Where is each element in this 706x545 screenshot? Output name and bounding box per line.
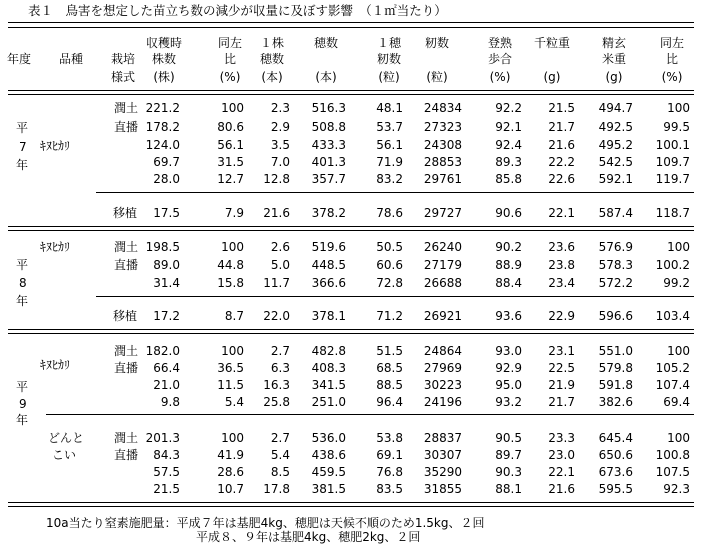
h8-row-1-cell-7: 90.2 xyxy=(495,240,522,254)
h7-transplant-cell-5: 78.6 xyxy=(376,206,403,220)
h9-dontokoi-row-2-cell-7: 89.7 xyxy=(495,448,522,462)
h8-transplant-label: 移植 xyxy=(113,309,138,323)
header-col1-3: (株) xyxy=(153,70,175,84)
h8-transplant-cell-9: 596.6 xyxy=(598,309,633,323)
h9-row-4-cell-10: 69.4 xyxy=(663,395,690,409)
h8-transplant-cell-5: 71.2 xyxy=(376,309,403,323)
h7-row-5-cell-4: 357.7 xyxy=(311,172,346,186)
h8-row-1-cell-3: 2.6 xyxy=(270,240,290,254)
h8-row-3-cell-1: 31.4 xyxy=(153,276,180,290)
h8-row-1-cell-6: 26240 xyxy=(423,240,462,254)
h9-dontokoi-row-4-cell-10: 92.3 xyxy=(663,482,690,496)
h7-row-3-cell-4: 433.3 xyxy=(311,138,346,152)
h9-dontokoi-row-3-cell-7: 90.3 xyxy=(495,465,522,479)
h7-row-5-cell-5: 83.2 xyxy=(376,172,403,186)
h8-year-2: 8 xyxy=(19,276,27,290)
h9-row-2-cell-3: 6.3 xyxy=(270,361,290,375)
h9-dontokoi-row-2-cell-4: 438.6 xyxy=(311,448,346,462)
h7-row-1-cell-9: 494.7 xyxy=(598,101,633,115)
header-year: 年度 xyxy=(7,52,32,66)
h9-row-3-cell-2: 11.5 xyxy=(217,378,244,392)
h9-row-1-cell-7: 93.0 xyxy=(495,344,522,358)
h9-dontokoi-row-4-cell-5: 83.5 xyxy=(376,482,403,496)
h9-dontokoi-row-1-cell-10: 100 xyxy=(667,431,690,445)
h8-transplant-cell-1: 17.2 xyxy=(153,309,180,323)
h9-dontokoi-row-4-cell-4: 381.5 xyxy=(311,482,346,496)
h9-row-1-cell-5: 51.5 xyxy=(376,344,403,358)
h8-row-3-cell-2: 15.8 xyxy=(217,276,244,290)
header-top-rule-2 xyxy=(8,27,694,28)
h9-dontokoi-row-1-cell-1: 201.3 xyxy=(145,431,180,445)
h7-row-4-cell-3: 7.0 xyxy=(270,155,290,169)
h7-transplant-cell-10: 118.7 xyxy=(655,206,690,220)
h7-row-3-cell-10: 100.1 xyxy=(655,138,690,152)
h9-dontokoi-row-1-cell-7: 90.5 xyxy=(495,431,522,445)
header-bottom-rule-2 xyxy=(8,94,694,95)
h7-row-1-cell-1: 221.2 xyxy=(145,101,180,115)
h9-row-3-cell-4: 341.5 xyxy=(311,378,346,392)
h8-row-2-cell-3: 5.0 xyxy=(270,258,290,272)
h7-row-3-cell-1: 124.0 xyxy=(145,138,180,152)
header-top-rule xyxy=(8,22,694,23)
header-method-1: 栽培 xyxy=(111,52,136,66)
h7-year-1: 平 xyxy=(16,121,29,135)
h8-row-2-cell-6: 27179 xyxy=(423,258,462,272)
h9-row-2-cell-5: 68.5 xyxy=(376,361,403,375)
h7-transplant-cell-1: 17.5 xyxy=(153,206,180,220)
header-bottom-rule xyxy=(8,90,694,91)
h9-row-3-cell-5: 88.5 xyxy=(376,378,403,392)
h7-transplant-label: 移植 xyxy=(113,206,138,220)
h7-row-4-cell-4: 401.3 xyxy=(311,155,346,169)
header-col9-3: (g) xyxy=(605,70,623,84)
h9-row-4-cell-6: 24196 xyxy=(423,395,462,409)
h9-row-3-cell-7: 95.0 xyxy=(495,378,522,392)
h7-transplant-cell-9: 587.4 xyxy=(598,206,633,220)
h7-row-3-cell-2: 56.1 xyxy=(217,138,244,152)
h7-row-1-cell-8: 21.5 xyxy=(548,101,575,115)
h9-dontokoi-row-1-cell-5: 53.8 xyxy=(376,431,403,445)
h9-dontokoi-row-3-cell-3: 8.5 xyxy=(270,465,290,479)
h9-dontokoi-row-4-cell-7: 88.1 xyxy=(495,482,522,496)
h9-row-2-cell-2: 36.5 xyxy=(217,361,244,375)
h7-row-5-cell-1: 28.0 xyxy=(153,172,180,186)
h9-row-1-cell-3: 2.7 xyxy=(270,344,290,358)
h8-row-3-cell-6: 26688 xyxy=(423,276,462,290)
header-col2-3: (%) xyxy=(219,70,241,84)
h7-end-rule-2 xyxy=(8,230,694,231)
h7-row-3-cell-7: 92.4 xyxy=(495,138,522,152)
header-col6-3: (粒) xyxy=(426,70,448,84)
header-col4-1: 穂数 xyxy=(313,36,338,50)
h9-method-1: 潤土 xyxy=(114,344,139,358)
h7-row-5-cell-2: 12.7 xyxy=(217,172,244,186)
h9-row-3-cell-6: 30223 xyxy=(423,378,462,392)
h9-variety: ｷﾇﾋｶﾘ xyxy=(40,358,71,372)
h8-variety: ｷﾇﾋｶﾘ xyxy=(40,240,71,254)
h8-row-3-cell-10: 99.2 xyxy=(663,276,690,290)
h7-row-1-cell-7: 92.2 xyxy=(495,101,522,115)
h8-end-rule-2 xyxy=(8,333,694,334)
header-col5-2: 籾数 xyxy=(376,52,401,66)
h9-dontokoi-row-2-cell-6: 30307 xyxy=(423,448,462,462)
h8-transplant-cell-8: 22.9 xyxy=(548,309,575,323)
h9-dontokoi-row-3-cell-6: 35290 xyxy=(423,465,462,479)
h7-row-2-cell-7: 92.1 xyxy=(495,120,522,134)
h7-transplant-cell-2: 7.9 xyxy=(224,206,244,220)
h7-method-1: 潤土 xyxy=(114,101,139,115)
h9-row-2-cell-6: 27969 xyxy=(423,361,462,375)
h7-row-4-cell-1: 69.7 xyxy=(153,155,180,169)
header-col7-1: 登熟 xyxy=(487,36,512,50)
h9-row-3-cell-9: 591.8 xyxy=(598,378,633,392)
h9-year-1: 平 xyxy=(16,380,29,394)
h8-row-2-cell-10: 100.2 xyxy=(655,258,690,272)
h9-dontokoi-row-2-cell-10: 100.8 xyxy=(655,448,690,462)
table-bottom-rule-2 xyxy=(8,506,694,507)
h9-dontokoi-row-4-cell-8: 21.6 xyxy=(548,482,575,496)
h7-row-5-cell-7: 85.8 xyxy=(495,172,522,186)
h8-row-1-cell-2: 100 xyxy=(221,240,244,254)
h7-direct-rule xyxy=(96,192,694,193)
h8-method-1: 潤土 xyxy=(114,240,139,254)
h9-row-3-cell-1: 21.0 xyxy=(153,378,180,392)
h9-dontokoi-row-1-cell-2: 100 xyxy=(221,431,244,445)
h7-row-4-cell-9: 542.5 xyxy=(598,155,633,169)
h7-row-2-cell-5: 53.7 xyxy=(376,120,403,134)
header-col3-3: (本) xyxy=(261,70,283,84)
h7-transplant-cell-6: 29727 xyxy=(423,206,462,220)
header-col9-2: 米重 xyxy=(601,52,626,66)
h8-row-1-cell-9: 576.9 xyxy=(598,240,633,254)
header-col6-1: 籾数 xyxy=(424,36,449,50)
header-col2-1: 同左 xyxy=(217,36,242,50)
h9-dontokoi-row-1-cell-8: 23.3 xyxy=(548,431,575,445)
h9-row-2-cell-8: 22.5 xyxy=(548,361,575,375)
h7-row-1-cell-4: 516.3 xyxy=(311,101,346,115)
h9-row-1-cell-6: 24864 xyxy=(423,344,462,358)
h9-method-2: 直播 xyxy=(114,361,139,375)
h8-row-1-cell-5: 50.5 xyxy=(376,240,403,254)
h7-row-3-cell-6: 24308 xyxy=(423,138,462,152)
h7-row-4-cell-8: 22.2 xyxy=(548,155,575,169)
h9-row-1-cell-2: 100 xyxy=(221,344,244,358)
h8-transplant-cell-3: 22.0 xyxy=(263,309,290,323)
h8-row-2-cell-4: 448.5 xyxy=(311,258,346,272)
h9-row-4-cell-1: 9.8 xyxy=(160,395,180,409)
header-col8-1: 千粒重 xyxy=(533,36,570,50)
h9-variety-rule xyxy=(46,414,694,415)
h7-method-2: 直播 xyxy=(114,120,139,134)
h9-dontokoi-row-4-cell-2: 10.7 xyxy=(217,482,244,496)
h7-transplant-cell-3: 21.6 xyxy=(263,206,290,220)
h9-dontokoi-method-1: 潤土 xyxy=(114,431,139,445)
h8-transplant-cell-7: 93.6 xyxy=(495,309,522,323)
h7-row-2-cell-4: 508.8 xyxy=(311,120,346,134)
note-line-2: 平成８、９年は基肥4kg、穂肥2kg、２回 xyxy=(196,530,421,544)
header-col7-2: 歩合 xyxy=(487,52,512,66)
h8-row-2-cell-9: 578.3 xyxy=(598,258,633,272)
h9-dontokoi-row-4-cell-6: 31855 xyxy=(423,482,462,496)
h7-end-rule xyxy=(8,226,694,227)
h9-row-4-cell-3: 25.8 xyxy=(263,395,290,409)
h8-row-3-cell-4: 366.6 xyxy=(311,276,346,290)
h8-year-3: 年 xyxy=(16,294,29,308)
h9-row-1-cell-9: 551.0 xyxy=(598,344,633,358)
h9-row-2-cell-10: 105.2 xyxy=(655,361,690,375)
h9-dontokoi-row-3-cell-5: 76.8 xyxy=(376,465,403,479)
h9-dontokoi-row-3-cell-4: 459.5 xyxy=(311,465,346,479)
header-col4-3: (本) xyxy=(315,70,337,84)
note-line-1: 10a当たり窒素施肥量：平成７年は基肥4kg、穂肥は天候不順のため1.5kg、２回 xyxy=(46,516,485,530)
header-col2-2: 比 xyxy=(223,52,236,66)
h9-row-3-cell-3: 16.3 xyxy=(263,378,290,392)
h9-row-1-cell-4: 482.8 xyxy=(311,344,346,358)
h8-row-2-cell-2: 44.8 xyxy=(217,258,244,272)
h7-row-3-cell-9: 495.2 xyxy=(598,138,633,152)
h8-row-2-cell-8: 23.8 xyxy=(548,258,575,272)
h7-row-2-cell-2: 80.6 xyxy=(217,120,244,134)
h9-row-2-cell-7: 92.9 xyxy=(495,361,522,375)
h7-row-5-cell-10: 119.7 xyxy=(655,172,690,186)
h7-row-4-cell-7: 89.3 xyxy=(495,155,522,169)
h8-row-2-cell-7: 88.9 xyxy=(495,258,522,272)
h7-row-2-cell-1: 178.2 xyxy=(145,120,180,134)
h9-row-4-cell-4: 251.0 xyxy=(311,395,346,409)
h7-row-2-cell-3: 2.9 xyxy=(270,120,290,134)
h9-dontokoi-row-2-cell-5: 69.1 xyxy=(376,448,403,462)
h9-variety2-2: こい xyxy=(52,448,77,462)
header-col5-3: (粒) xyxy=(378,70,400,84)
h7-row-3-cell-8: 21.6 xyxy=(548,138,575,152)
h9-row-3-cell-8: 21.9 xyxy=(548,378,575,392)
h8-transplant-cell-10: 103.4 xyxy=(655,309,690,323)
h9-dontokoi-row-1-cell-6: 28837 xyxy=(423,431,462,445)
h7-row-1-cell-6: 24834 xyxy=(423,101,462,115)
h7-row-1-cell-3: 2.3 xyxy=(270,101,290,115)
h8-year-1: 平 xyxy=(16,258,29,272)
h8-row-3-cell-8: 23.4 xyxy=(548,276,575,290)
h7-row-4-cell-10: 109.7 xyxy=(655,155,690,169)
h9-dontokoi-method-2: 直播 xyxy=(114,448,139,462)
h9-dontokoi-row-3-cell-2: 28.6 xyxy=(217,465,244,479)
h7-transplant-cell-4: 378.2 xyxy=(311,206,346,220)
header-col8-3: (g) xyxy=(543,70,561,84)
h7-row-3-cell-5: 56.1 xyxy=(376,138,403,152)
h7-row-4-cell-6: 28853 xyxy=(423,155,462,169)
header-col1-1: 収穫時 xyxy=(145,36,182,50)
h7-row-5-cell-8: 22.6 xyxy=(548,172,575,186)
h7-row-2-cell-9: 492.5 xyxy=(598,120,633,134)
h9-row-1-cell-8: 23.1 xyxy=(548,344,575,358)
h9-dontokoi-row-4-cell-1: 21.5 xyxy=(153,482,180,496)
header-col7-3: (%) xyxy=(489,70,511,84)
h9-dontokoi-row-1-cell-4: 536.0 xyxy=(311,431,346,445)
h9-row-4-cell-8: 21.7 xyxy=(548,395,575,409)
h7-row-2-cell-10: 99.5 xyxy=(663,120,690,134)
h8-row-1-cell-1: 198.5 xyxy=(145,240,180,254)
h7-transplant-cell-7: 90.6 xyxy=(495,206,522,220)
h8-row-2-cell-5: 60.6 xyxy=(376,258,403,272)
h7-variety: ｷﾇﾋｶﾘ xyxy=(40,139,71,153)
h7-row-1-cell-10: 100 xyxy=(667,101,690,115)
h9-dontokoi-row-3-cell-1: 57.5 xyxy=(153,465,180,479)
h7-year-2: 7 xyxy=(19,140,27,154)
h8-row-1-cell-8: 23.6 xyxy=(548,240,575,254)
h8-direct-rule xyxy=(96,296,694,297)
header-col3-1: １株 xyxy=(259,36,284,50)
h9-dontokoi-row-2-cell-1: 84.3 xyxy=(153,448,180,462)
h9-year-3: 年 xyxy=(16,413,29,427)
h9-variety2-1: どんと xyxy=(48,431,85,445)
h8-row-1-cell-4: 519.6 xyxy=(311,240,346,254)
h7-transplant-cell-8: 22.1 xyxy=(548,206,575,220)
table-bottom-rule xyxy=(8,502,694,503)
h9-dontokoi-row-2-cell-2: 41.9 xyxy=(217,448,244,462)
h8-row-3-cell-7: 88.4 xyxy=(495,276,522,290)
h9-year-2: 9 xyxy=(19,397,27,411)
h7-row-4-cell-5: 71.9 xyxy=(376,155,403,169)
h9-dontokoi-row-4-cell-9: 595.5 xyxy=(598,482,633,496)
h9-row-1-cell-10: 100 xyxy=(667,344,690,358)
h8-row-3-cell-9: 572.2 xyxy=(598,276,633,290)
header-col10-1: 同左 xyxy=(659,36,684,50)
h9-dontokoi-row-4-cell-3: 17.8 xyxy=(263,482,290,496)
h8-row-2-cell-1: 89.0 xyxy=(153,258,180,272)
header-col1-2: 株数 xyxy=(151,52,176,66)
h8-transplant-cell-2: 8.7 xyxy=(224,309,244,323)
h8-row-3-cell-5: 72.8 xyxy=(376,276,403,290)
h7-row-4-cell-2: 31.5 xyxy=(217,155,244,169)
header-col5-1: １穂 xyxy=(376,36,401,50)
h7-row-1-cell-2: 100 xyxy=(221,101,244,115)
h7-row-2-cell-6: 27323 xyxy=(423,120,462,134)
header-col9-1: 精玄 xyxy=(601,36,626,50)
h9-row-4-cell-5: 96.4 xyxy=(376,395,403,409)
h9-dontokoi-row-2-cell-3: 5.4 xyxy=(270,448,290,462)
h8-transplant-cell-6: 26921 xyxy=(423,309,462,323)
header-col10-2: 比 xyxy=(665,52,678,66)
h9-row-2-cell-1: 66.4 xyxy=(153,361,180,375)
h9-dontokoi-row-3-cell-10: 107.5 xyxy=(655,465,690,479)
h7-row-2-cell-8: 21.7 xyxy=(548,120,575,134)
h9-row-4-cell-7: 93.2 xyxy=(495,395,522,409)
h9-row-3-cell-10: 107.4 xyxy=(655,378,690,392)
header-variety: 品種 xyxy=(59,52,84,66)
h9-row-4-cell-9: 382.6 xyxy=(598,395,633,409)
header-col10-3: (%) xyxy=(661,70,683,84)
h8-end-rule xyxy=(8,329,694,330)
h9-row-4-cell-2: 5.4 xyxy=(224,395,244,409)
h9-row-2-cell-4: 408.3 xyxy=(311,361,346,375)
h9-dontokoi-row-3-cell-8: 22.1 xyxy=(548,465,575,479)
header-col3-2: 穂数 xyxy=(259,52,284,66)
h7-row-1-cell-5: 48.1 xyxy=(376,101,403,115)
h8-row-1-cell-10: 100 xyxy=(667,240,690,254)
table-title: 表１ 鳥害を想定した苗立ち数の減少が収量に及ぼす影響 （１㎡当たり） xyxy=(28,3,447,18)
h8-transplant-cell-4: 378.1 xyxy=(311,309,346,323)
h7-row-5-cell-3: 12.8 xyxy=(263,172,290,186)
h8-method-2: 直播 xyxy=(114,258,139,272)
h7-year-3: 年 xyxy=(16,158,29,172)
h9-row-2-cell-9: 579.8 xyxy=(598,361,633,375)
h9-dontokoi-row-2-cell-8: 23.0 xyxy=(548,448,575,462)
h7-row-5-cell-9: 592.1 xyxy=(598,172,633,186)
h7-row-3-cell-3: 3.5 xyxy=(270,138,290,152)
h9-dontokoi-row-3-cell-9: 673.6 xyxy=(598,465,633,479)
h9-dontokoi-row-1-cell-9: 645.4 xyxy=(598,431,633,445)
header-method-2: 様式 xyxy=(111,70,136,84)
h8-row-3-cell-3: 11.7 xyxy=(263,276,290,290)
h7-row-5-cell-6: 29761 xyxy=(423,172,462,186)
h9-dontokoi-row-2-cell-9: 650.6 xyxy=(598,448,633,462)
h9-dontokoi-row-1-cell-3: 2.7 xyxy=(270,431,290,445)
h9-row-1-cell-1: 182.0 xyxy=(145,344,180,358)
